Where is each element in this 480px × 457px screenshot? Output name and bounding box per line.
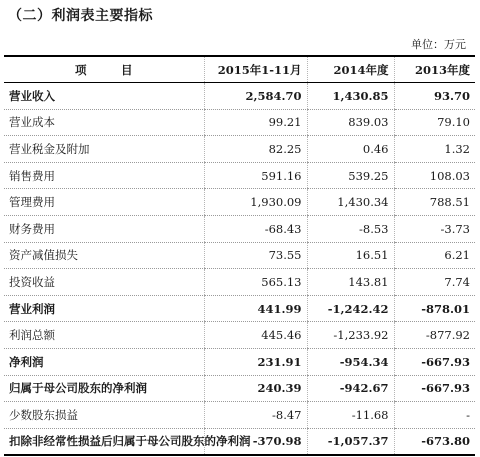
table-row [4,216,475,243]
value-2013: - [394,402,475,429]
row-label: 投资收益 [4,269,204,296]
value-2015: -8.47 [204,402,307,429]
row-label: 营业税金及附加 [4,136,204,163]
table-body [4,83,475,455]
row-label: 扣除非经常性损益后归属于母公司股东的净利润 [4,428,204,455]
value-2014: -1,242.42 [307,295,394,322]
value-2013: -3.73 [394,216,475,243]
value-2015: 591.16 [204,162,307,189]
table-row [4,375,475,402]
table-row [4,162,475,189]
value-2013: 788.51 [394,189,475,216]
value-2015: 1,930.09 [204,189,307,216]
value-2014: 143.81 [307,269,394,296]
value-2014: 539.25 [307,162,394,189]
column-header-2015: 2015年1-11月 [204,56,307,83]
value-2013: -878.01 [394,295,475,322]
row-label: 营业收入 [4,83,204,110]
column-header-item: 项 目 [4,56,204,83]
value-2014: 1,430.85 [307,83,394,110]
income-statement-table [4,55,475,456]
table-row [4,109,475,136]
value-2015: 445.46 [204,322,307,349]
value-2013: 1.32 [394,136,475,163]
value-2015: 441.99 [204,295,307,322]
value-2015: 240.39 [204,375,307,402]
value-2015: 231.91 [204,349,307,376]
value-2013: 108.03 [394,162,475,189]
value-2014: -1,233.92 [307,322,394,349]
value-2015: 73.55 [204,242,307,269]
value-2014: -1,057.37 [307,428,394,455]
row-label: 营业成本 [4,109,204,136]
table-header-row [4,56,475,83]
value-2015: -370.98 [204,428,307,455]
column-header-2014: 2014年度 [307,56,394,83]
table-row [4,295,475,322]
value-2015: 2,584.70 [204,83,307,110]
row-label: 资产减值损失 [4,242,204,269]
value-2013: 93.70 [394,83,475,110]
table-row [4,189,475,216]
value-2015: 99.21 [204,109,307,136]
value-2014: -954.34 [307,349,394,376]
column-header-2013: 2013年度 [394,56,475,83]
section-title: （二）利润表主要指标 [8,8,153,24]
value-2014: 1,430.34 [307,189,394,216]
value-2014: 839.03 [307,109,394,136]
table-row [4,322,475,349]
row-label: 净利润 [4,349,204,376]
value-2013: -667.93 [394,349,475,376]
value-2014: 0.46 [307,136,394,163]
value-2015: 565.13 [204,269,307,296]
table-row [4,402,475,429]
value-2014: -8.53 [307,216,394,243]
table-row [4,269,475,296]
value-2013: 79.10 [394,109,475,136]
row-label: 归属于母公司股东的净利润 [4,375,204,402]
value-2013: 7.74 [394,269,475,296]
table-row [4,349,475,376]
value-2013: -877.92 [394,322,475,349]
table-row [4,242,475,269]
table-row [4,83,475,110]
value-2013: 6.21 [394,242,475,269]
table-row [4,428,475,455]
value-2014: -942.67 [307,375,394,402]
value-2014: 16.51 [307,242,394,269]
row-label: 利润总额 [4,322,204,349]
row-label: 销售费用 [4,162,204,189]
value-2015: -68.43 [204,216,307,243]
value-2015: 82.25 [204,136,307,163]
row-label: 少数股东损益 [4,402,204,429]
row-label: 管理费用 [4,189,204,216]
value-2013: -673.80 [394,428,475,455]
row-label: 营业利润 [4,295,204,322]
row-label: 财务费用 [4,216,204,243]
table-row [4,136,475,163]
value-2014: -11.68 [307,402,394,429]
value-2013: -667.93 [394,375,475,402]
unit-label: 单位：万元 [411,38,466,51]
